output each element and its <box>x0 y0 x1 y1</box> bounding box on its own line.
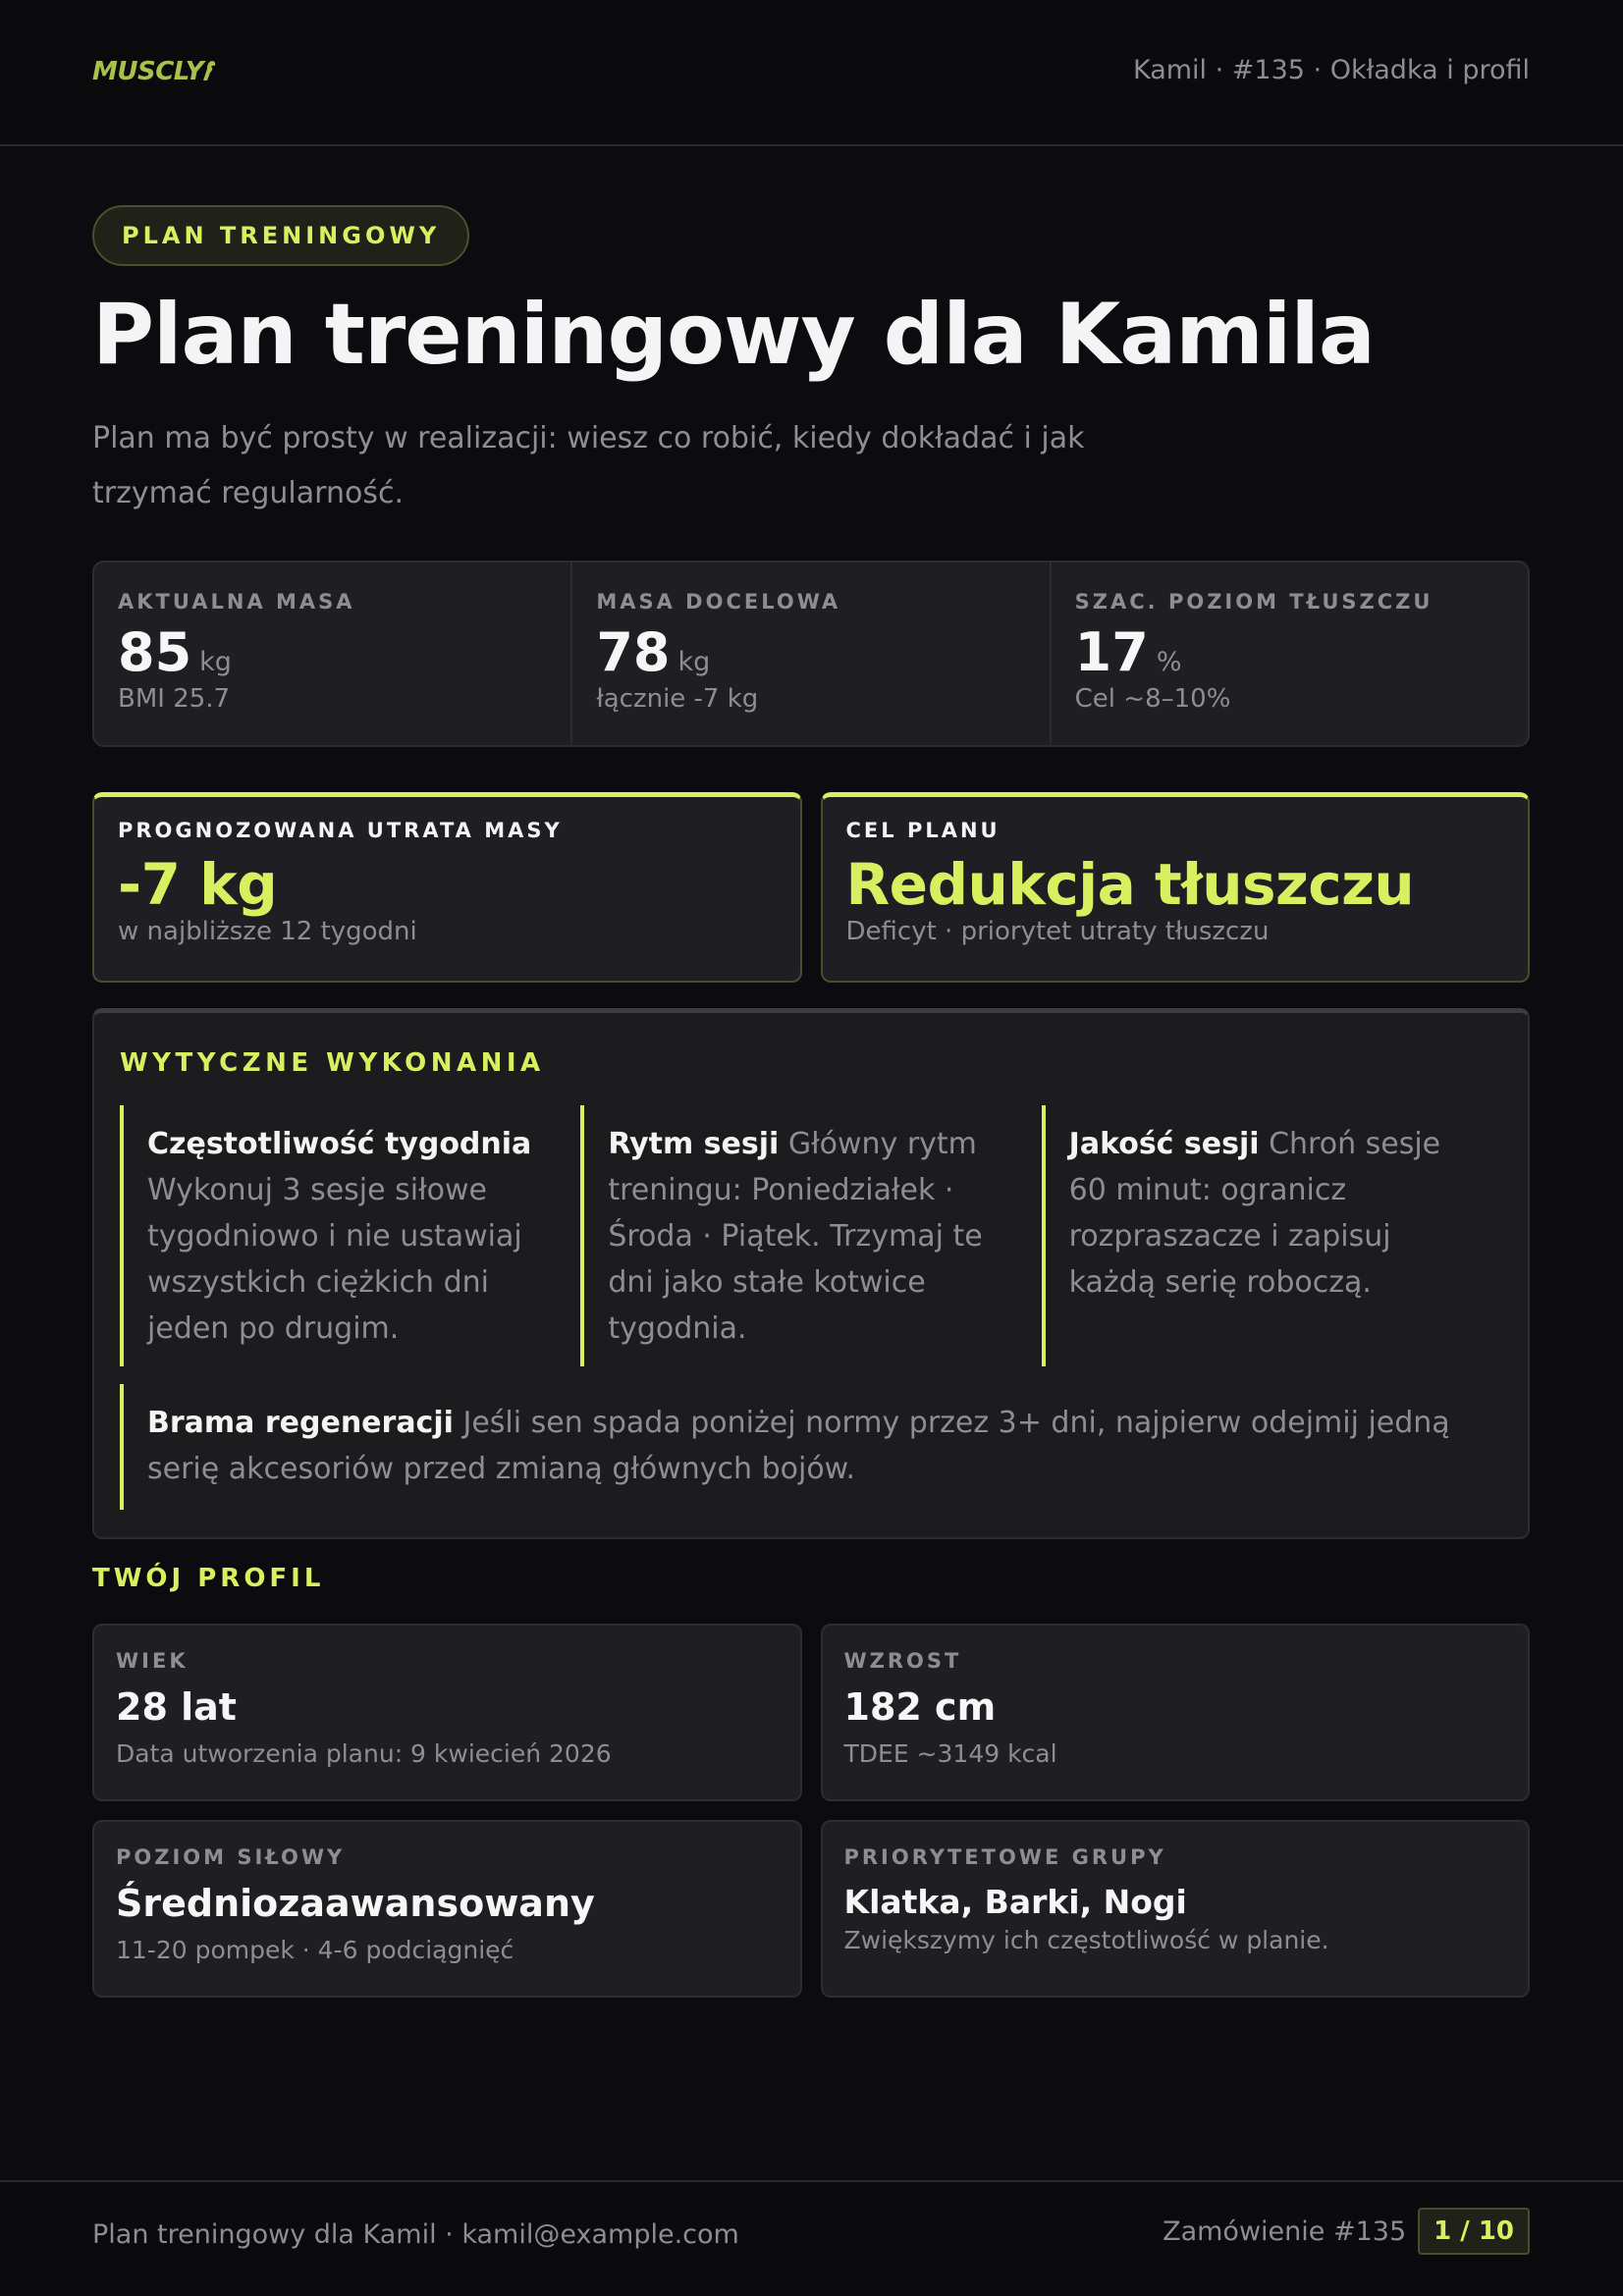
page-number-badge: 1 / 10 <box>1418 2208 1530 2255</box>
footer-right <box>1163 2208 1530 2255</box>
stat-label: AKTUALNA MASA <box>118 590 355 614</box>
guidelines-grid <box>120 1105 1502 1366</box>
plan-goal-card <box>821 792 1531 983</box>
stat-value: 85 <box>118 621 192 683</box>
card-label: CEL PLANU <box>845 819 1001 842</box>
footer-plan-info: Plan treningowy dla Kamil · kamil@example.com <box>92 2219 739 2250</box>
header-meta: Kamil · #135 · Okładka i profil <box>1132 55 1530 85</box>
page-footer <box>0 2180 1623 2296</box>
page-title: Plan treningowy dla Kamila <box>92 286 1375 384</box>
profile-grid <box>92 1624 1530 1998</box>
stat-sub: Cel ~8–10% <box>1074 684 1231 714</box>
guideline-heading: Częstotliwość tygodnia <box>147 1127 532 1161</box>
stats-panel <box>92 561 1530 747</box>
card-value: Redukcja tłuszczu <box>845 851 1415 918</box>
guidelines-title: WYTYCZNE WYKONANIA <box>120 1048 545 1078</box>
card-value: -7 kg <box>118 851 278 918</box>
flexed-arm-icon <box>201 59 217 82</box>
guideline-item <box>120 1105 580 1366</box>
card-sub: Zwiększymy ich częstotliwość w planie. <box>843 1926 1329 1954</box>
stat-unit: kg <box>677 647 711 677</box>
guideline-text: Jeśli sen spada poniżej normy przez 3+ dni, najpierw odejmij jedną serię akcesoriów przed zmianą głównych bojów. <box>147 1406 1450 1486</box>
card-value: Klatka, Barki, Nogi <box>843 1883 1187 1921</box>
card-label: WIEK <box>116 1649 189 1673</box>
stat-sub: łącznie -7 kg <box>596 684 759 714</box>
card-sub: TDEE ~3149 kcal <box>843 1739 1057 1768</box>
card-sub: w najbliższe 12 tygodni <box>118 917 417 946</box>
projected-loss-card <box>92 792 802 983</box>
page-subtitle: Plan ma być prosty w realizacji: wiesz co robić, kiedy dokładać i jak trzymać regularność. <box>92 421 1085 510</box>
stat-unit: % <box>1156 647 1182 677</box>
guideline-item-wide <box>120 1384 1502 1510</box>
muscly-logo <box>92 57 217 86</box>
stat-value: 17 <box>1074 621 1149 683</box>
guideline-text: Główny rytm treningu: Poniedziałek · Środa · Piątek. Trzymaj te dni jako stałe kotwice tygodnia. <box>608 1127 983 1346</box>
card-label: WZROST <box>843 1649 962 1673</box>
card-sub: 11-20 pompek · 4-6 podciągnięć <box>116 1936 514 1964</box>
card-sub: Deficyt · priorytet utraty tłuszczu <box>845 917 1270 946</box>
stat-sub: BMI 25.7 <box>118 684 231 714</box>
profile-card-age <box>92 1624 802 1801</box>
guideline-heading: Brama regeneracji <box>147 1406 454 1440</box>
stat-unit: kg <box>199 647 232 677</box>
profile-card-height <box>821 1624 1531 1801</box>
guideline-text: Wykonuj 3 sesje siłowe tygodniowo i nie ustawiaj wszystkich ciężkich dni jeden po drugim. <box>147 1173 522 1346</box>
stat-label: MASA DOCELOWA <box>596 590 841 614</box>
profile-card-strength-level <box>92 1820 802 1998</box>
profile-title: TWÓJ PROFIL <box>92 1564 325 1593</box>
card-label: POZIOM SIŁOWY <box>116 1845 346 1869</box>
card-value: Średniozaawansowany <box>116 1882 595 1925</box>
card-label: PROGNOZOWANA UTRATA MASY <box>118 819 563 842</box>
guideline-heading: Rytm sesji <box>608 1127 780 1161</box>
card-label: PRIORYTETOWE GRUPY <box>843 1845 1166 1869</box>
guideline-item <box>580 1105 1041 1366</box>
stat-target-mass <box>572 562 1051 745</box>
profile-card-priority-groups <box>821 1820 1531 1998</box>
card-sub: Data utworzenia planu: 9 kwiecień 2026 <box>116 1739 612 1768</box>
stat-current-mass <box>94 562 572 745</box>
logo-text: MUSCLY <box>92 57 204 86</box>
stat-body-fat <box>1052 562 1528 745</box>
section-pill: PLAN TRENINGOWY <box>92 205 469 266</box>
guideline-item <box>1042 1105 1502 1366</box>
page-header <box>0 0 1623 146</box>
order-number: Zamówienie #135 <box>1163 2216 1407 2247</box>
guideline-text: Chroń sesje 60 minut: ogranicz rozpraszacze i zapisuj każdą serię roboczą. <box>1068 1127 1441 1300</box>
stat-label: SZAC. POZIOM TŁUSZCZU <box>1074 590 1434 614</box>
guidelines-panel <box>92 1008 1530 1539</box>
stat-value: 78 <box>596 621 671 683</box>
card-value: 28 lat <box>116 1685 237 1729</box>
guideline-heading: Jakość sesji <box>1068 1127 1260 1161</box>
card-value: 182 cm <box>843 1685 997 1729</box>
highlight-row <box>92 792 1530 983</box>
